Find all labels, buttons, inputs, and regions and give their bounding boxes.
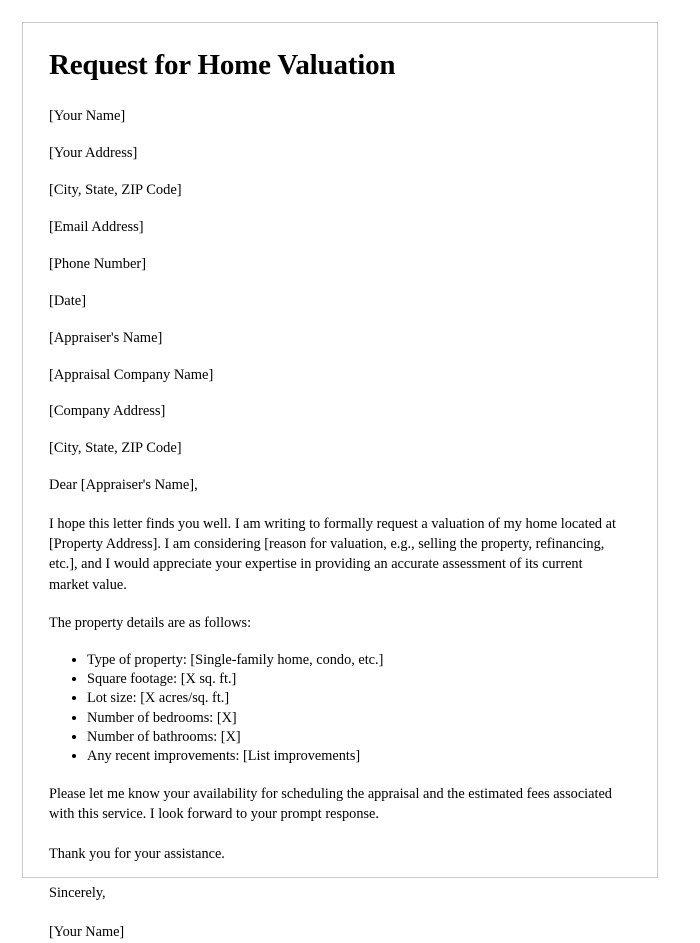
list-item: • Lot size: [X acres/sq. ft.]	[87, 689, 617, 708]
sender-phone: [Phone Number]	[49, 255, 147, 272]
list-item: • Number of bedrooms: [X]	[87, 709, 617, 728]
page-title: Request for Home Valuation	[49, 49, 396, 81]
sender-email: [Email Address]	[49, 219, 144, 236]
property-details-list	[49, 651, 617, 766]
recipient-name: [Appraiser's Name]	[49, 329, 163, 346]
list-item: • Any recent improvements: [List improvements]	[87, 747, 617, 766]
recipient-city-state-zip: [City, State, ZIP Code]	[49, 440, 182, 457]
letter-date: [Date]	[49, 292, 87, 309]
list-item: • Number of bathrooms: [X]	[87, 728, 617, 747]
recipient-company: [Appraisal Company Name]	[49, 366, 214, 383]
details-lead: The property details are as follows:	[49, 614, 252, 631]
list-item: • Type of property: [Single-family home, condo, etc.]	[87, 651, 617, 670]
sign-off: Sincerely,	[49, 884, 106, 901]
sender-city-state-zip: [City, State, ZIP Code]	[49, 182, 182, 199]
document-content	[23, 23, 657, 943]
signature-name: [Your Name]	[49, 924, 125, 941]
list-item: • Square footage: [X sq. ft.]	[87, 670, 617, 689]
sender-address: [Your Address]	[49, 145, 138, 162]
sender-name: [Your Name]	[49, 108, 126, 125]
document-page	[22, 22, 658, 941]
recipient-address: [Company Address]	[49, 403, 166, 420]
salutation: Dear [Appraiser's Name],	[49, 477, 198, 494]
closing-paragraph: Please let me know your availability for scheduling the appraisal and the estimated fees associated with this service. I look forward to your prompt response.	[49, 786, 612, 823]
intro-paragraph: I hope this letter finds you well. I am writing to formally request a valuation of my home located at [Property Address]. I am considering [reason for valuation, e.g., selling the property, refinancing, etc.], and I would appreciate your expertise in providing an accurate assessment of its current market value.	[49, 515, 616, 593]
thanks-line: Thank you for your assistance.	[49, 845, 225, 862]
